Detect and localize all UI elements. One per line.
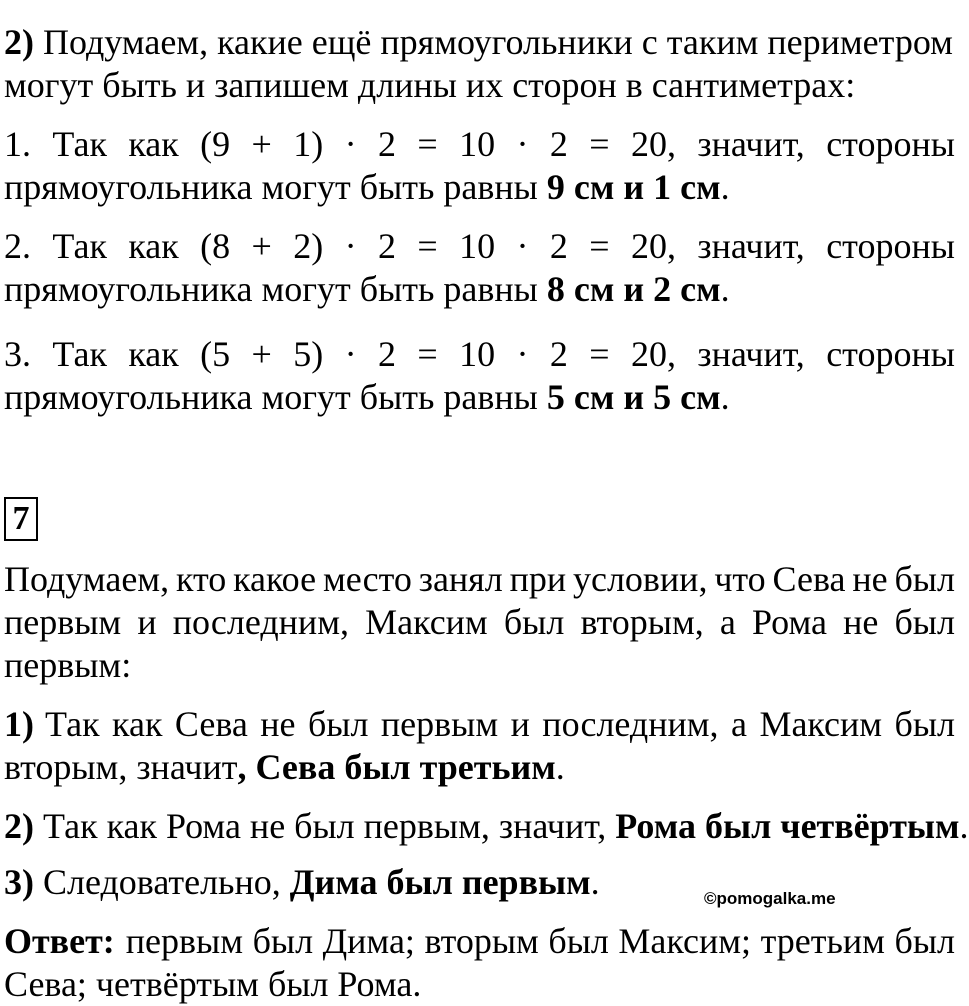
word: и — [137, 602, 157, 642]
word: Так — [45, 704, 100, 744]
word: а — [719, 602, 736, 642]
watermark: ©pomogalka.me — [704, 889, 836, 908]
word: = — [589, 124, 610, 164]
word: = — [417, 226, 438, 266]
word: (5 — [200, 334, 231, 374]
word: Максим; — [618, 921, 752, 961]
item1-period: . — [720, 167, 730, 207]
word: не — [260, 704, 296, 744]
item3-text: прямоугольника могут быть равны — [4, 377, 547, 417]
word: Максим — [759, 704, 883, 744]
part2-intro-line1 — [4, 20, 955, 64]
word: значит, — [697, 334, 805, 374]
word: 20, — [631, 124, 676, 164]
item1-line2 — [4, 165, 955, 209]
word: = — [417, 124, 438, 164]
word: был — [252, 921, 314, 961]
step3-text: Следовательно, — [34, 862, 290, 902]
word: · — [344, 226, 357, 266]
step2-text: Так как Рома не был первым, значит, — [34, 806, 616, 846]
word: 10 — [459, 226, 496, 266]
item1-line1 — [4, 122, 955, 166]
word: 2 — [378, 226, 397, 266]
word: был — [894, 704, 955, 744]
word: занял — [418, 559, 503, 599]
word: Подумаем, — [4, 559, 170, 599]
word: был — [894, 602, 955, 642]
item3-period: . — [720, 377, 730, 417]
word: как — [112, 704, 163, 744]
word: первым — [4, 602, 122, 642]
word: стороны — [826, 226, 955, 266]
word: что — [714, 559, 766, 599]
word: кто — [175, 559, 227, 599]
word: 2 — [549, 334, 568, 374]
step3-number: 3) — [4, 862, 34, 902]
word: вторым, — [580, 602, 704, 642]
word: последним, — [542, 704, 719, 744]
item2-answer: 8 см и 2 см — [546, 269, 721, 309]
word: 2. — [4, 226, 31, 266]
word: значит, — [697, 226, 805, 266]
step2-number: 2) — [4, 806, 34, 846]
task-number-box: 7 — [4, 497, 38, 541]
word: третьим — [760, 921, 885, 961]
word: 2 — [549, 124, 568, 164]
word: (8 — [200, 226, 231, 266]
step1-line1 — [4, 702, 955, 746]
word: · — [344, 334, 357, 374]
word: 2 — [378, 334, 397, 374]
word: как — [128, 124, 179, 164]
task7-intro-line3: первым: — [4, 645, 132, 685]
word: Максим — [365, 602, 488, 642]
word: Рома — [752, 602, 827, 642]
word: = — [589, 226, 610, 266]
word: был — [894, 921, 955, 961]
word: последним, — [172, 602, 349, 642]
task7-intro-line1 — [4, 557, 955, 601]
word: + — [251, 124, 272, 164]
step3-period: . — [590, 862, 600, 902]
word: и — [510, 704, 530, 744]
word: значит, — [697, 124, 805, 164]
step1-number: 1) — [4, 704, 34, 744]
part2-intro-line2: могут быть и запишем длины их сторон в сантиметрах: — [4, 65, 856, 105]
word: 10 — [459, 334, 496, 374]
word: 2) — [293, 226, 324, 266]
word: стороны — [826, 334, 955, 374]
word: 2 — [549, 226, 568, 266]
step1-words — [45, 702, 955, 746]
step1-line2 — [4, 745, 955, 789]
step1-period: . — [555, 747, 565, 787]
answer-line2: Сева; четвёртым был Рома. — [4, 964, 422, 1004]
word: а — [731, 704, 747, 744]
word: при — [509, 559, 567, 599]
item2-line2 — [4, 267, 955, 311]
word: 20, — [631, 226, 676, 266]
item1-answer: 9 см и 1 см — [546, 167, 721, 207]
word: 2 — [378, 124, 397, 164]
word: = — [589, 334, 610, 374]
item2-period: . — [720, 269, 730, 309]
word: стороны — [826, 124, 955, 164]
item1-text: прямоугольника могут быть равны — [4, 167, 547, 207]
word: как — [128, 334, 179, 374]
answer-words — [126, 919, 955, 963]
word: (9 — [200, 124, 231, 164]
word: вторым — [424, 921, 539, 961]
step2-period: . — [959, 806, 969, 846]
step1-text: вторым, значит — [4, 747, 238, 787]
word: 5) — [293, 334, 324, 374]
word: = — [417, 334, 438, 374]
item3-line1 — [4, 332, 955, 376]
word: Дима; — [322, 921, 415, 961]
word: 3. — [4, 334, 31, 374]
item3-answer: 5 см и 5 см — [546, 377, 721, 417]
task7-intro-line2 — [4, 600, 955, 644]
word: · — [516, 334, 529, 374]
word: 1) — [293, 124, 324, 164]
word: + — [251, 226, 272, 266]
word: место — [322, 559, 412, 599]
word: Так — [52, 226, 107, 266]
word: какое — [233, 559, 317, 599]
word: первым — [125, 921, 243, 961]
step2-line — [4, 804, 969, 848]
part2-number: 2) — [4, 22, 34, 62]
word: был — [503, 602, 565, 642]
answer-label: Ответ: — [4, 921, 115, 961]
item2-line1 — [4, 224, 955, 268]
word: не — [843, 602, 879, 642]
word: · — [516, 226, 529, 266]
step2-conclusion: Рома был четвёртым — [615, 806, 960, 846]
word: первым — [380, 704, 499, 744]
part2-intro-text1: Подумаем, какие ещё прямоугольники с таким периметром — [34, 22, 953, 62]
word: 10 — [459, 124, 496, 164]
word: 20, — [631, 334, 676, 374]
item2-text: прямоугольника могут быть равны — [4, 269, 547, 309]
word: Так — [52, 334, 107, 374]
word: был — [307, 704, 369, 744]
word: + — [251, 334, 272, 374]
item3-line2 — [4, 375, 955, 419]
word: был — [894, 559, 955, 599]
word: условии, — [572, 559, 708, 599]
answer-line1 — [4, 919, 955, 963]
word: Сева — [174, 704, 248, 744]
word: Так — [52, 124, 107, 164]
word: был — [548, 921, 609, 961]
word: не — [852, 559, 888, 599]
word: как — [128, 226, 179, 266]
word: · — [516, 124, 529, 164]
word: Сева — [772, 559, 846, 599]
step1-conclusion: , Сева был третьим — [237, 747, 556, 787]
word: · — [344, 124, 357, 164]
step3-conclusion: Дима был первым — [289, 862, 591, 902]
word: 1. — [4, 124, 31, 164]
